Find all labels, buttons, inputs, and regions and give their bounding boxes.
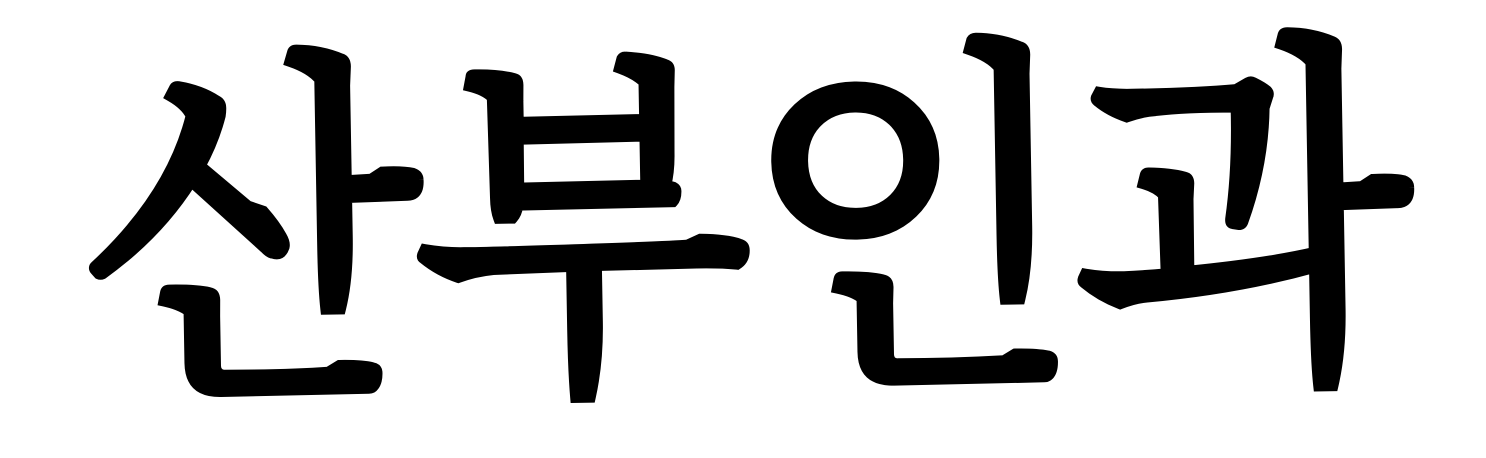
- sign-text: 산부인과: [79, 3, 1407, 455]
